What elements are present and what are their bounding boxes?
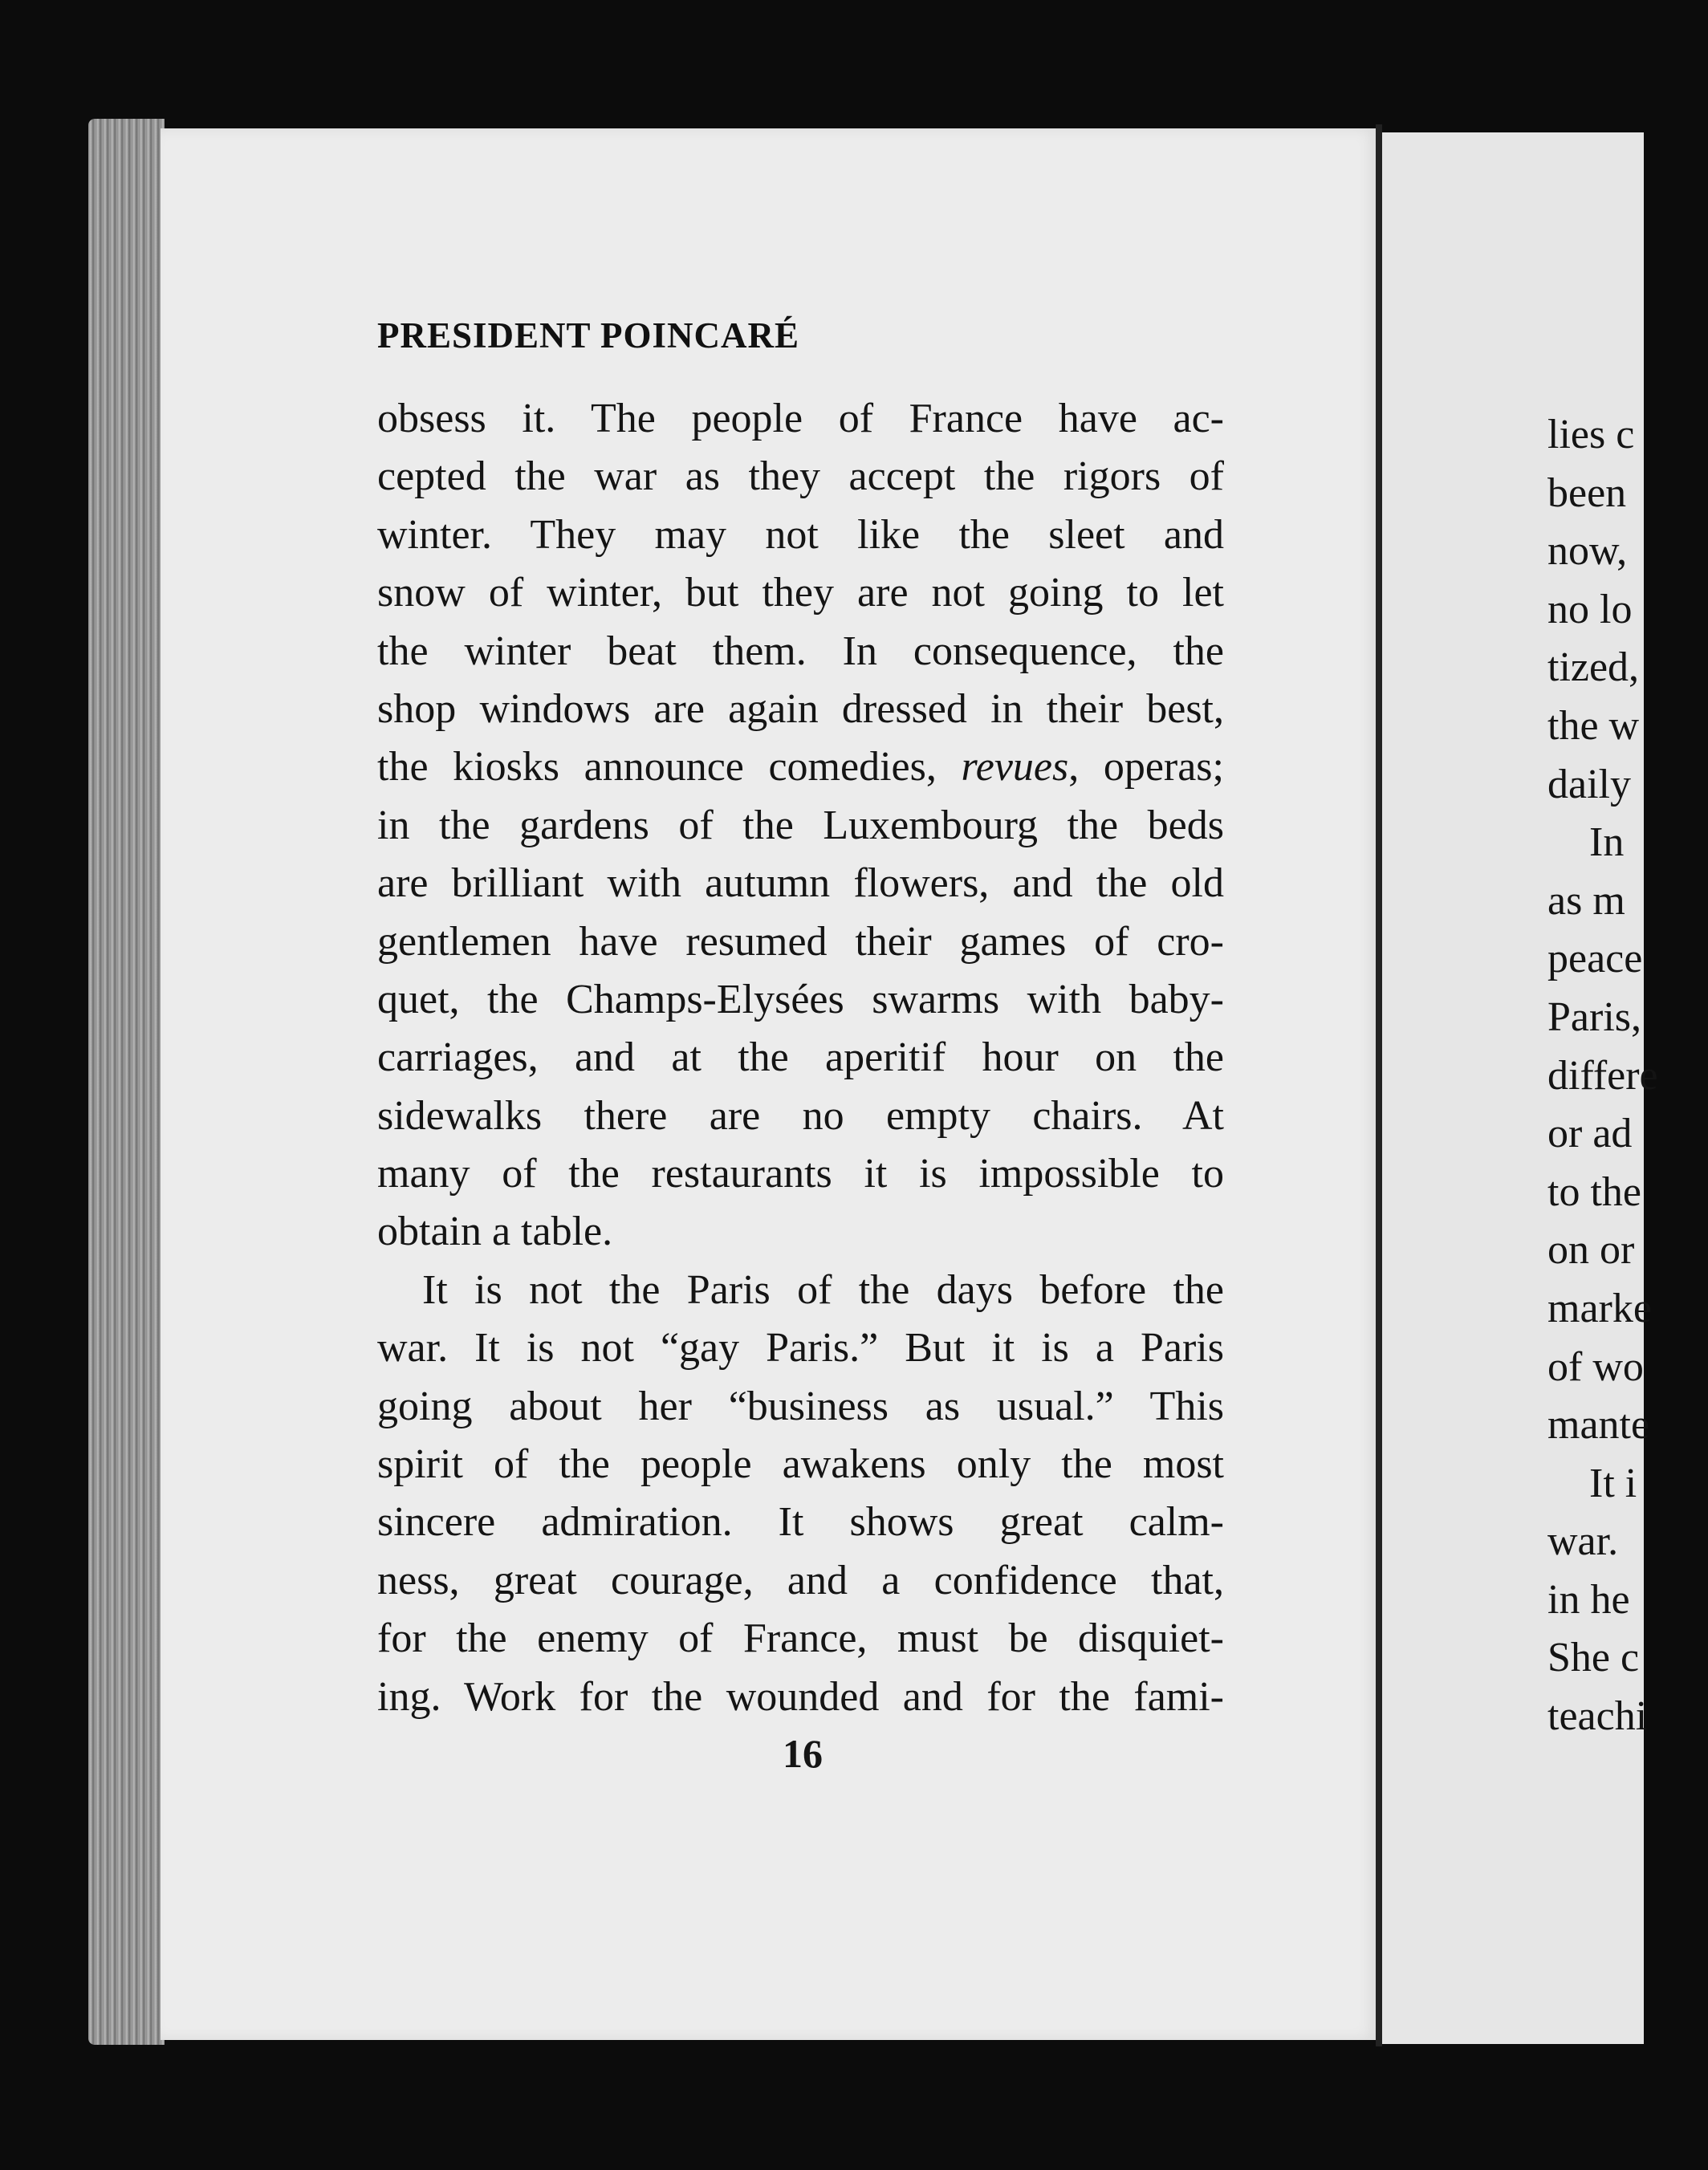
text-line: It is not the Paris of the days before the (422, 1266, 1224, 1313)
text-line: mante (1547, 1402, 1650, 1449)
text-line: marke (1547, 1285, 1652, 1331)
text-line: or ad (1547, 1111, 1633, 1157)
text-line: war. (1547, 1518, 1619, 1565)
right-page-body-text (1547, 406, 1708, 1746)
text-line: tized, (1547, 644, 1640, 691)
text-line: war. It is not “gay Paris.” But it is a Paris (377, 1325, 1224, 1371)
text-line: in he (1547, 1576, 1630, 1623)
text-line: are brilliant with autumn flowers, and the old (377, 860, 1224, 907)
text-line: on or (1547, 1227, 1635, 1274)
text-line: for the enemy of France, must be disquiet- (377, 1615, 1224, 1662)
text-line: now, (1547, 528, 1628, 575)
text-line: She c (1547, 1635, 1640, 1681)
text-line: It i (1589, 1460, 1637, 1506)
text-line: to the (1547, 1168, 1641, 1215)
text-line: obsess it. The people of France have ac- (377, 396, 1224, 441)
text-line: as m (1547, 877, 1625, 924)
page-edges (88, 119, 165, 2045)
text-line: in the gardens of the Luxembourg the beds (377, 802, 1224, 848)
page-number: 16 (783, 1731, 823, 1776)
text-line: of wo (1547, 1343, 1644, 1390)
text-line: winter. They may not like the sleet and (377, 511, 1224, 558)
text-line: sidewalks there are no empty chairs. At (377, 1092, 1224, 1139)
text-line: obtain a table. (377, 1209, 613, 1255)
text-line: differe (1547, 1052, 1658, 1099)
text-line: the w (1547, 702, 1640, 749)
running-head-text: PRESIDENT POINCARÉ (377, 315, 800, 356)
text-line: daily (1547, 761, 1631, 807)
text-line: peace (1547, 936, 1643, 982)
text-line: many of the restaurants it is impossible to (377, 1151, 1224, 1197)
text-line: snow of winter, but they are not going to let (377, 570, 1224, 616)
text-line: cepted the war as they accept the rigors of (377, 453, 1224, 500)
text-line: Paris, (1547, 994, 1641, 1040)
text-line: carriages, and at the aperitif hour on the (377, 1034, 1224, 1081)
text-line: the kiosks announce comedies, revues, operas; (377, 744, 1224, 790)
text-line: gentlemen have resumed their games of cro- (377, 918, 1224, 965)
text-line: teachi (1547, 1693, 1648, 1740)
text-line: In (1589, 819, 1625, 866)
text-line: spirit of the people awakens only the most (377, 1441, 1224, 1488)
text-line: shop windows are again dressed in their best, (377, 685, 1224, 732)
text-line: the winter beat them. In consequence, the (377, 628, 1224, 674)
left-page-body-text (377, 390, 1224, 1726)
text-line: ing. Work for the wounded and for the fami- (377, 1673, 1224, 1720)
gutter (1376, 124, 1382, 2046)
text-line: going about her “business as usual.” This (377, 1383, 1224, 1429)
text-line: been (1547, 469, 1627, 516)
text-line: ness, great courage, and a confidence that, (377, 1557, 1224, 1603)
text-line: sincere admiration. It shows great calm- (377, 1499, 1224, 1546)
text-line: lies c (1547, 412, 1635, 457)
text-line: quet, the Champs-Elysées swarms with baby- (377, 976, 1224, 1022)
text-line: no lo (1547, 586, 1633, 632)
running-head (377, 315, 1605, 356)
